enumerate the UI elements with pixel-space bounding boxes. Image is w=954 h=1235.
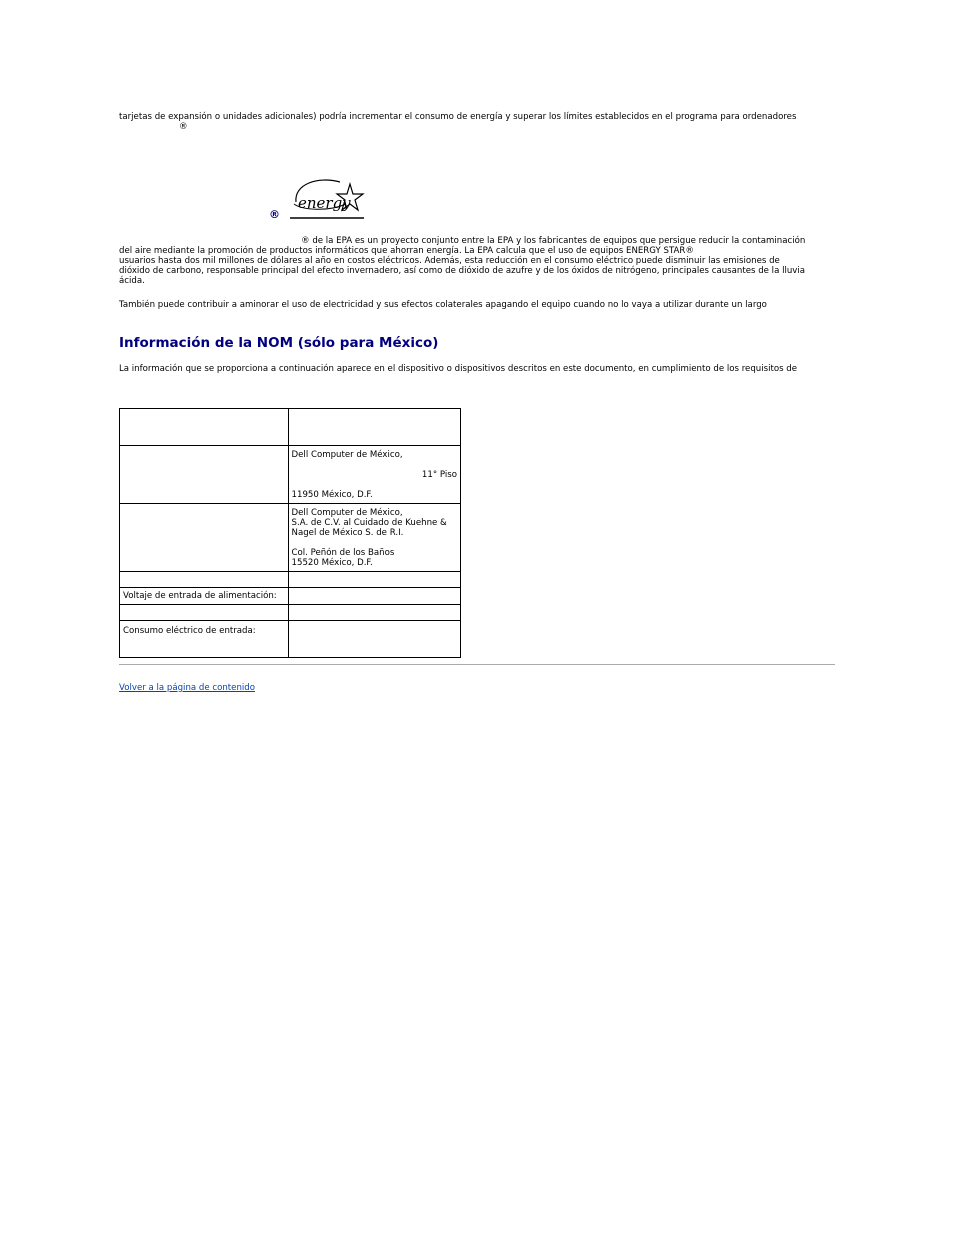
registered-mark-blue: ® <box>269 208 280 221</box>
epa-text-line: dióxido de carbono, responsable principal del efecto invernadero, así como de dióxido de azufre y de los óxidos de nitrógeno, principales causantes de la lluvia <box>119 266 806 276</box>
table-cell <box>120 504 289 572</box>
table-cell <box>288 588 460 605</box>
importer-address-cell <box>288 446 460 504</box>
table-row <box>120 409 461 446</box>
address-line: Nagel de México S. de R.I. <box>291 528 404 538</box>
table-cell <box>288 605 460 621</box>
intro-text-line: tarjetas de expansión o unidades adicionales) podría incrementar el consumo de energía y superar los límites establecidos en el programa para ordenadores <box>119 112 797 122</box>
back-to-contents-link[interactable]: Volver a la página de contenido <box>119 683 255 693</box>
divider <box>119 664 835 665</box>
address-line: 11950 México, D.F. <box>291 490 373 500</box>
address-line: Dell Computer de México, <box>291 508 403 518</box>
table-row <box>120 446 461 504</box>
table-cell <box>120 572 289 588</box>
table-cell <box>120 446 289 504</box>
table-row <box>120 588 461 605</box>
table-cell <box>288 621 460 658</box>
address-line: Dell Computer de México, <box>291 450 403 460</box>
shipping-address-cell <box>288 504 460 572</box>
table-row <box>120 621 461 658</box>
section-heading: Información de la NOM (sólo para México) <box>119 335 439 351</box>
registered-mark: ® <box>179 122 188 132</box>
table-row <box>120 605 461 621</box>
epa-text-line: usuarios hasta dos mil millones de dólares al año en costos eléctricos. Además, esta reducción en el consumo eléctrico puede disminuir las emisiones de <box>119 256 780 266</box>
table-cell <box>120 409 289 446</box>
voltage-label: Voltaje de entrada de alimentación: <box>120 588 289 605</box>
address-line: Col. Peñón de los Baños <box>291 548 395 558</box>
address-line: 11° Piso <box>421 470 457 480</box>
table-row <box>120 504 461 572</box>
table-cell <box>120 605 289 621</box>
epa-text-line: del aire mediante la promoción de productos informáticos que ahorran energía. La EPA calcula que el uso de equipos ENERGY STAR® <box>119 246 694 256</box>
epa-text-line: ácida. <box>119 276 145 286</box>
nom-intro-text: La información que se proporciona a continuación aparece en el dispositivo o dispositivos descritos en este documento, en cumplimiento de los requisitos de <box>119 364 798 374</box>
svg-text:energy: energy <box>298 194 351 212</box>
table-row <box>120 572 461 588</box>
table-cell <box>288 572 460 588</box>
electricity-text: También puede contribuir a aminorar el uso de electricidad y sus efectos colaterales apagando el equipo cuando no lo vaya a utilizar durante un largo <box>119 300 767 310</box>
address-line: S.A. de C.V. al Cuidado de Kuehne & <box>291 518 447 528</box>
consumption-label: Consumo eléctrico de entrada: <box>120 621 289 658</box>
epa-text-line: ® de la EPA es un proyecto conjunto entre la EPA y los fabricantes de equipos que persigue reducir la contaminación <box>301 236 806 246</box>
table-cell <box>288 409 460 446</box>
energy-star-logo-icon <box>288 174 366 220</box>
nom-info-table <box>119 408 461 658</box>
address-line: 15520 México, D.F. <box>291 558 373 568</box>
